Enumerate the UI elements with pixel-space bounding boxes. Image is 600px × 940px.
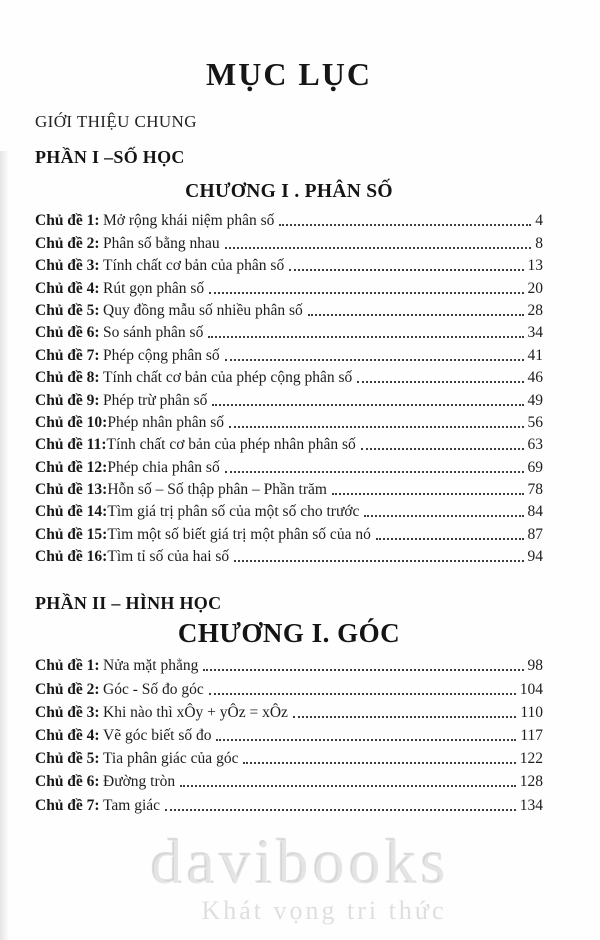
toc-entry-page: 134	[519, 796, 543, 814]
toc-entry-label: Chủ đề 5:	[35, 750, 100, 768]
toc-entry	[35, 208, 543, 230]
toc-entry-label: Chủ đề 1:	[35, 657, 100, 675]
toc-list-geometry	[35, 652, 543, 814]
toc-entry-label: Chủ đề 6:	[35, 773, 100, 791]
toc-entry-label: Chủ đề 16:	[35, 548, 108, 566]
toc-entry-title: Phép trừ phân số	[103, 391, 208, 409]
toc-entry-title: Tính chất cơ bản của phân số	[103, 257, 285, 275]
toc-entry-page: 8	[535, 234, 543, 252]
toc-entry-label: Chủ đề 12:	[35, 458, 108, 476]
toc-entry-title: Rút gọn phân số	[103, 279, 205, 297]
toc-entry-title: Nửa mặt phẳng	[103, 657, 199, 675]
toc-entry-label: Chủ đề 3:	[35, 257, 100, 275]
dotted-leader	[243, 762, 515, 764]
toc-entry-label: Chủ đề 9:	[35, 391, 100, 409]
dotted-leader	[212, 404, 523, 406]
toc-entry-label: Chủ đề 14:	[35, 503, 108, 521]
toc-entry	[35, 365, 543, 387]
dotted-leader	[225, 359, 524, 361]
toc-entry-page: 122	[519, 750, 543, 768]
toc-entry	[35, 275, 543, 297]
dotted-leader	[357, 381, 523, 383]
toc-entry-label: Chủ đề 3:	[35, 703, 100, 721]
toc-entry-page: 110	[520, 703, 543, 721]
section-geometry	[35, 593, 543, 814]
dotted-leader	[165, 809, 516, 811]
dotted-leader	[225, 247, 532, 249]
toc-entry-label: Chủ đề 10:	[35, 413, 108, 431]
toc-entry-label: Chủ đề 5:	[35, 301, 100, 319]
toc-entry-page: 128	[519, 773, 543, 791]
toc-entry-label: Chủ đề 2:	[35, 680, 100, 698]
toc-entry-page: 117	[520, 727, 543, 744]
toc-entry-label: Chủ đề 4:	[35, 727, 100, 744]
toc-entry	[35, 521, 543, 543]
toc-entry-page: 94	[527, 548, 543, 566]
dotted-leader	[234, 560, 523, 562]
toc-entry-page: 69	[527, 458, 543, 476]
toc-page	[0, 56, 600, 940]
dotted-leader	[203, 669, 523, 671]
watermark-slogan-text: Khát vọng tri thức	[201, 896, 447, 925]
toc-entry-page: 13	[527, 257, 543, 275]
toc-entry-title: Phân số bằng nhau	[103, 234, 220, 252]
toc-entry-label: Chủ đề 1:	[35, 212, 100, 230]
dotted-leader	[364, 515, 523, 517]
toc-entry-page: 49	[527, 391, 543, 409]
toc-entry	[35, 230, 543, 252]
toc-list-arithmetic	[35, 208, 543, 566]
toc-entry	[35, 320, 543, 342]
toc-entry-label: Chủ đề 6:	[35, 324, 100, 342]
toc-entry	[35, 410, 543, 432]
dotted-leader	[279, 224, 531, 226]
toc-entry	[35, 477, 543, 499]
toc-entry	[35, 791, 543, 814]
toc-entry	[35, 342, 543, 364]
toc-entry	[35, 499, 543, 521]
page-title: MỤC LỤC	[206, 56, 372, 92]
toc-entry-page: 28	[527, 301, 543, 319]
toc-entry-title: Tìm một số biết giá trị một phân số của nó	[107, 525, 371, 543]
chapter-heading-1: CHƯƠNG I . PHÂN SỐ	[185, 181, 393, 202]
dotted-leader	[308, 314, 524, 316]
toc-entry-page: 56	[527, 413, 543, 431]
toc-entry-page: 84	[527, 503, 543, 521]
toc-entry-title: Phép chia phân số	[107, 458, 220, 476]
toc-entry-label: Chủ đề 7:	[35, 346, 100, 364]
part-heading-2: PHẦN II – HÌNH HỌC	[35, 593, 222, 614]
toc-entry-label: Chủ đề 13:	[35, 481, 108, 499]
toc-entry-title: Phép cộng phân số	[103, 346, 220, 364]
dotted-leader	[376, 538, 524, 540]
toc-content	[0, 56, 600, 815]
toc-entry-page: 4	[535, 212, 543, 230]
toc-entry-title: Tính chất cơ bản của phép nhân phân số	[106, 436, 356, 454]
section-arithmetic	[35, 147, 543, 566]
toc-entry-title: Mở rộng khái niệm phân số	[103, 212, 275, 230]
toc-entry	[35, 652, 543, 675]
toc-entry-page: 20	[527, 279, 543, 297]
toc-entry-page: 41	[527, 346, 543, 364]
toc-entry-page: 87	[527, 525, 543, 543]
toc-entry-title: Khi nào thì xÔy + yÔz = xÔz	[103, 703, 288, 721]
toc-entry-title: Tính chất cơ bản của phép cộng phân số	[103, 369, 353, 387]
toc-entry	[35, 387, 543, 409]
toc-entry-page: 104	[519, 680, 543, 698]
toc-entry-title: Phép nhân phân số	[107, 413, 225, 431]
dotted-leader	[332, 493, 524, 495]
toc-entry	[35, 253, 543, 275]
toc-entry-title: Tìm tỉ số của hai số	[107, 548, 230, 566]
toc-entry-title: Tìm giá trị phân số của một số cho trước	[107, 503, 360, 521]
toc-entry	[35, 432, 543, 454]
toc-entry-label: Chủ đề 15:	[35, 525, 108, 543]
toc-entry-title: Đường tròn	[103, 773, 176, 791]
toc-entry-page: 63	[527, 436, 543, 454]
toc-entry	[35, 544, 543, 566]
toc-entry-label: Chủ đề 7:	[35, 796, 100, 814]
dotted-leader	[361, 448, 524, 450]
dotted-leader	[209, 292, 523, 294]
toc-entry	[35, 745, 543, 768]
chapter-heading-2: CHƯƠNG I. GÓC	[177, 618, 401, 649]
toc-entry-page: 34	[527, 324, 543, 342]
toc-entry-title: Quy đồng mẫu số nhiều phân số	[103, 301, 303, 319]
watermark-brand-text: davibooks	[150, 826, 450, 897]
dotted-leader	[229, 426, 523, 428]
toc-entry	[35, 722, 543, 745]
toc-entry-title: Hỗn số – Số thập phân – Phần trăm	[107, 481, 327, 499]
toc-entry-page: 46	[527, 369, 543, 387]
toc-entry-label: Chủ đề 8:	[35, 369, 100, 387]
toc-entry	[35, 454, 543, 476]
toc-entry-page: 78	[527, 481, 543, 499]
toc-entry	[35, 699, 543, 722]
dotted-leader	[216, 739, 516, 741]
toc-entry-label: Chủ đề 11:	[35, 436, 107, 454]
toc-entry-title: Tam giác	[103, 796, 161, 814]
part-heading-1: PHẦN I –SỐ HỌC	[35, 147, 185, 167]
toc-entry-title: Góc - Số đo góc	[103, 680, 204, 698]
dotted-leader	[180, 785, 516, 787]
toc-entry-title: Tia phân giác của góc	[103, 750, 239, 768]
publisher-watermark	[0, 826, 600, 926]
dotted-leader	[209, 693, 516, 695]
toc-entry-label: Chủ đề 2:	[35, 234, 100, 252]
toc-entry	[35, 298, 543, 320]
dotted-leader	[225, 471, 524, 473]
dotted-leader	[208, 336, 523, 338]
toc-entry-page: 98	[527, 657, 543, 675]
intro-heading: GIỚI THIỆU CHUNG	[35, 112, 197, 131]
toc-entry-label: Chủ đề 4:	[35, 279, 100, 297]
toc-entry-title: So sánh phân số	[103, 324, 204, 342]
toc-entry	[35, 675, 543, 698]
toc-entry-title: Vẽ góc biết số đo	[103, 727, 212, 744]
dotted-leader	[293, 716, 516, 718]
dotted-leader	[289, 269, 523, 271]
toc-entry	[35, 768, 543, 791]
